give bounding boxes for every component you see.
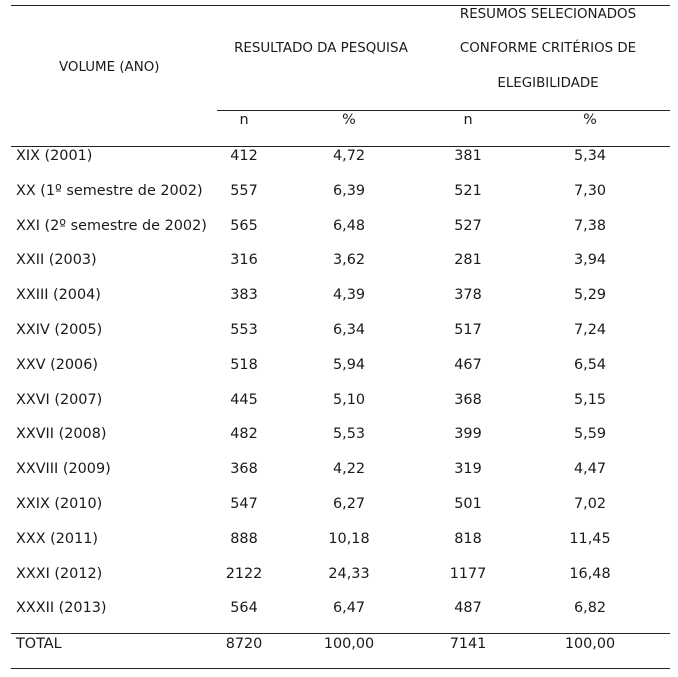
cell-volume: XXI (2º semestre de 2002) [16, 218, 207, 234]
cell-resultado-n: 482 [230, 426, 258, 442]
cell-resultado-n: 316 [230, 252, 258, 268]
table-bottom-rule [11, 668, 670, 669]
cell-resultado-n: 553 [230, 322, 258, 338]
cell-selecionados-n: 319 [454, 461, 482, 477]
cell-selecionados-pct: 11,45 [569, 531, 611, 547]
cell-resultado-pct: 6,48 [332, 218, 366, 234]
cell-selecionados-pct: 7,24 [573, 322, 607, 338]
cell-volume: XXX (2011) [16, 531, 99, 547]
cell-selecionados-pct: 7,30 [573, 183, 607, 199]
cell-resultado-pct: 3,62 [332, 252, 366, 268]
cell-resultado-n: 412 [230, 148, 258, 164]
cell-resultado-pct: 5,94 [332, 357, 366, 373]
cell-resultado-n: 564 [230, 600, 258, 616]
cell-resultado-pct: 6,47 [332, 600, 366, 616]
cell-selecionados-n: 1177 [449, 566, 487, 582]
cell-resultado-n: 557 [230, 183, 258, 199]
cell-resultado-n: 2122 [225, 566, 263, 582]
header-group-rule [217, 110, 670, 111]
cell-volume: XXIII (2004) [16, 287, 101, 303]
cell-resultado-pct: 5,10 [332, 392, 366, 408]
cell-resultado-n: 547 [230, 496, 258, 512]
cell-selecionados-n: 527 [454, 218, 482, 234]
cell-selecionados-n: 501 [454, 496, 482, 512]
cell-selecionados-pct: 16,48 [569, 566, 611, 582]
cell-selecionados-n: 368 [454, 392, 482, 408]
total-n2: 7141 [449, 636, 487, 652]
cell-resultado-pct: 4,72 [332, 148, 366, 164]
cell-selecionados-pct: 5,34 [573, 148, 607, 164]
cell-volume: XXIV (2005) [16, 322, 103, 338]
cell-volume: XX (1º semestre de 2002) [16, 183, 203, 199]
cell-volume: XXXII (2013) [16, 600, 107, 616]
header-resumos-line1: RESUMOS SELECIONADOS [459, 7, 637, 22]
cell-resultado-n: 445 [230, 392, 258, 408]
cell-resultado-pct: 4,22 [332, 461, 366, 477]
cell-selecionados-pct: 7,38 [573, 218, 607, 234]
total-label: TOTAL [16, 636, 62, 652]
subheader-pct-1: % [342, 112, 356, 128]
cell-selecionados-pct: 5,29 [573, 287, 607, 303]
cell-selecionados-pct: 7,02 [573, 496, 607, 512]
header-resumos-line3: ELEGIBILIDADE [497, 76, 599, 91]
cell-volume: XXVIII (2009) [16, 461, 111, 477]
cell-selecionados-pct: 3,94 [573, 252, 607, 268]
cell-selecionados-n: 517 [454, 322, 482, 338]
cell-resultado-n: 368 [230, 461, 258, 477]
cell-volume: XXV (2006) [16, 357, 98, 373]
header-resumos-line2: CONFORME CRITÉRIOS DE [459, 41, 637, 56]
cell-selecionados-pct: 5,15 [573, 392, 607, 408]
cell-resultado-n: 888 [230, 531, 258, 547]
cell-resultado-n: 383 [230, 287, 258, 303]
cell-resultado-pct: 24,33 [328, 566, 370, 582]
cell-volume: XXVII (2008) [16, 426, 107, 442]
total-pct2: 100,00 [564, 636, 616, 652]
cell-selecionados-n: 818 [454, 531, 482, 547]
cell-selecionados-n: 381 [454, 148, 482, 164]
cell-selecionados-pct: 5,59 [573, 426, 607, 442]
cell-selecionados-n: 521 [454, 183, 482, 199]
total-pct1: 100,00 [323, 636, 375, 652]
cell-selecionados-pct: 4,47 [573, 461, 607, 477]
subheader-n-2: n [463, 112, 473, 128]
cell-selecionados-n: 399 [454, 426, 482, 442]
header-volume: VOLUME (ANO) [59, 60, 160, 75]
cell-resultado-n: 565 [230, 218, 258, 234]
total-top-rule [11, 633, 670, 634]
cell-resultado-pct: 6,34 [332, 322, 366, 338]
total-n1: 8720 [225, 636, 263, 652]
cell-selecionados-n: 487 [454, 600, 482, 616]
cell-resultado-pct: 10,18 [328, 531, 370, 547]
cell-volume: XIX (2001) [16, 148, 93, 164]
cell-selecionados-pct: 6,54 [573, 357, 607, 373]
cell-volume: XXIX (2010) [16, 496, 103, 512]
cell-selecionados-n: 467 [454, 357, 482, 373]
cell-resultado-pct: 5,53 [332, 426, 366, 442]
cell-volume: XXII (2003) [16, 252, 97, 268]
cell-selecionados-n: 281 [454, 252, 482, 268]
cell-resultado-pct: 6,27 [332, 496, 366, 512]
subheader-n-1: n [239, 112, 249, 128]
cell-resultado-pct: 4,39 [332, 287, 366, 303]
cell-selecionados-n: 378 [454, 287, 482, 303]
cell-resultado-pct: 6,39 [332, 183, 366, 199]
cell-volume: XXVI (2007) [16, 392, 103, 408]
subheader-pct-2: % [583, 112, 597, 128]
cell-selecionados-pct: 6,82 [573, 600, 607, 616]
cell-volume: XXXI (2012) [16, 566, 103, 582]
header-resultado-pesquisa: RESULTADO DA PESQUISA [234, 41, 408, 56]
cell-resultado-n: 518 [230, 357, 258, 373]
